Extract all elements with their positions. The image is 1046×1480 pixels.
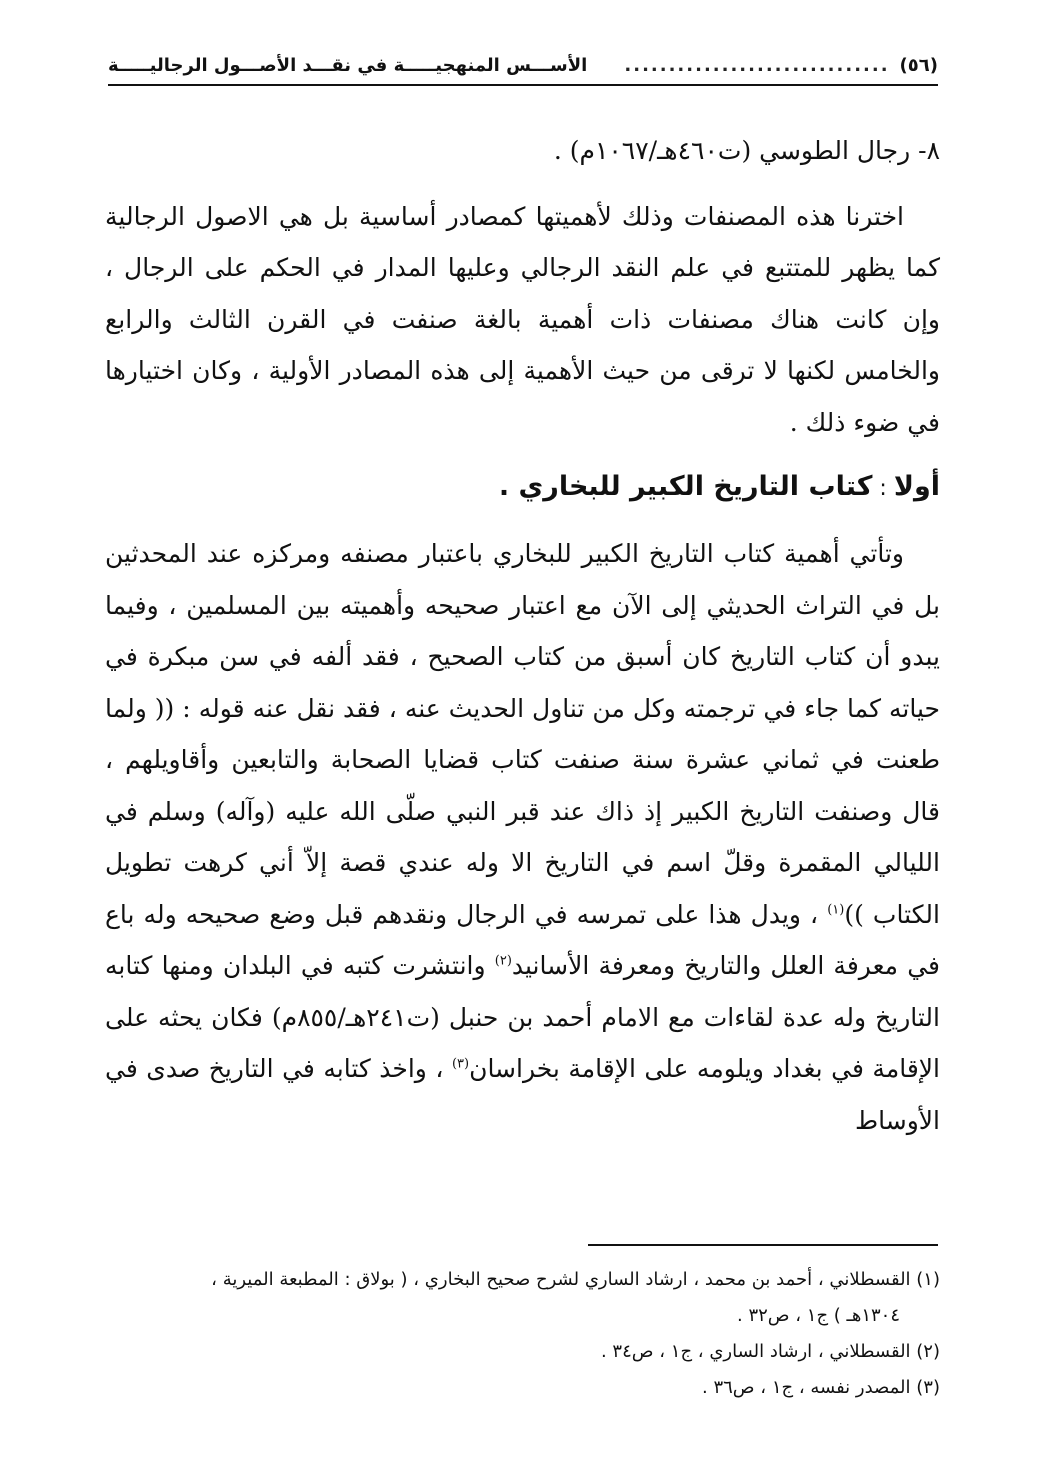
paragraph-2-part-2: ، ويدل هذا على تمرسه في الرجال ونقدهم قبل وضع صحيحه وله باع في معرفة العلل والتاريخ ومعرفة الأسانيد (105, 899, 940, 980)
list-item-8: ٨- رجال الطوسي (ت٤٦٠هـ/١٠٦٧م) . (553, 136, 940, 165)
running-header (108, 48, 938, 82)
section-heading (105, 462, 940, 514)
heading-title: كتاب التاريخ الكبير للبخاري . (498, 471, 873, 502)
body-text (105, 125, 940, 1146)
footnote-ref-1[interactable]: (١) (827, 902, 845, 918)
heading-colon: : (872, 476, 894, 501)
footnotes (105, 1262, 940, 1406)
paragraph-2 (105, 528, 940, 1146)
footnote-ref-2[interactable]: (٢) (494, 953, 512, 969)
paragraph-2-part-3: وانتشرت كتبه في البلدان ومنها كتابه التاريخ وله عدة لقاءات مع الامام أحمد بن حنبل (ت٢٤١هـ/٨٥٥م) فكان يحثه على الإقامة في بغداد ويلومه على الإقامة بخراسان (105, 951, 940, 1083)
footnote-2: (٢) القسطلاني ، ارشاد الساري ، ج١ ، ص٣٤ . (600, 1341, 940, 1362)
header-rule (108, 84, 938, 86)
footnote-1-line-1: (١) القسطلاني ، أحمد بن محمد ، ارشاد الساري لشرح صحيح البخاري ، ( بولاق : المطبعة الميرية ، (211, 1269, 940, 1290)
footnote-ref-3[interactable]: (٣) (451, 1056, 470, 1072)
running-title: الأســـس المنهجيـــــة في نقـــد الأصـــول الرجاليـــــة (108, 54, 588, 76)
footnote-1-line-2: ١٣٠٤هـ ) ج١ ، ص٣٢ . (736, 1305, 900, 1326)
heading-prefix: أولا (893, 471, 940, 502)
paragraph-1: اخترنا هذه المصنفات وذلك لأهميتها كمصادر أساسية بل هي الاصول الرجالية كما يظهر للمتتبع في علم النقد الرجالي وعليها المدار في الحكم على الرجال ، وإن كانت هناك مصنفات ذات أهمية بالغة صنفت في القرن الثالث والرابع والخامس لكنها لا ترقى من حيث الأهمية إلى هذه المصادر الأولية ، وكان اختيارها في ضوء ذلك . (105, 201, 940, 437)
paragraph-2-part-4: ، واخذ كتابه في التاريخ صدى في الأوساط (105, 1054, 940, 1135)
paragraph-2-part-1: وتأتي أهمية كتاب التاريخ الكبير للبخاري باعتبار مصنفه ومركزه عند المحدثين بل في التراث الحديثي إلى الآن مع اعتبار صحيحه وأهميته بين المسلمين ، وفيما يبدو أن كتاب التاريخ كان أسبق من كتاب الصحيح ، فقد ألفه في سن مبكرة في حياته كما جاء في ترجمته وكل من تناول الحديث عنه ، فقد نقل عنه قوله : (( ولما طعنت في ثماني عشرة سنة صنفت كتاب قضايا الصحابة والتابعين وأقاويلهم ، قال وصنفت التاريخ الكبير إذ ذاك عند قبر النبي صلّى الله عليه (وآله) وسلم في الليالي المقمرة وقلّ اسم في التاريخ الا وله عندي قصة إلاّ أني كرهت تطويل الكتاب )) (105, 539, 940, 929)
header-leader-dots: .............................. (624, 54, 890, 76)
page-number: (٥٦) (899, 54, 938, 76)
footnote-separator (588, 1244, 938, 1246)
footnote-3: (٣) المصدر نفسه ، ج١ ، ص٣٦ . (702, 1377, 940, 1398)
